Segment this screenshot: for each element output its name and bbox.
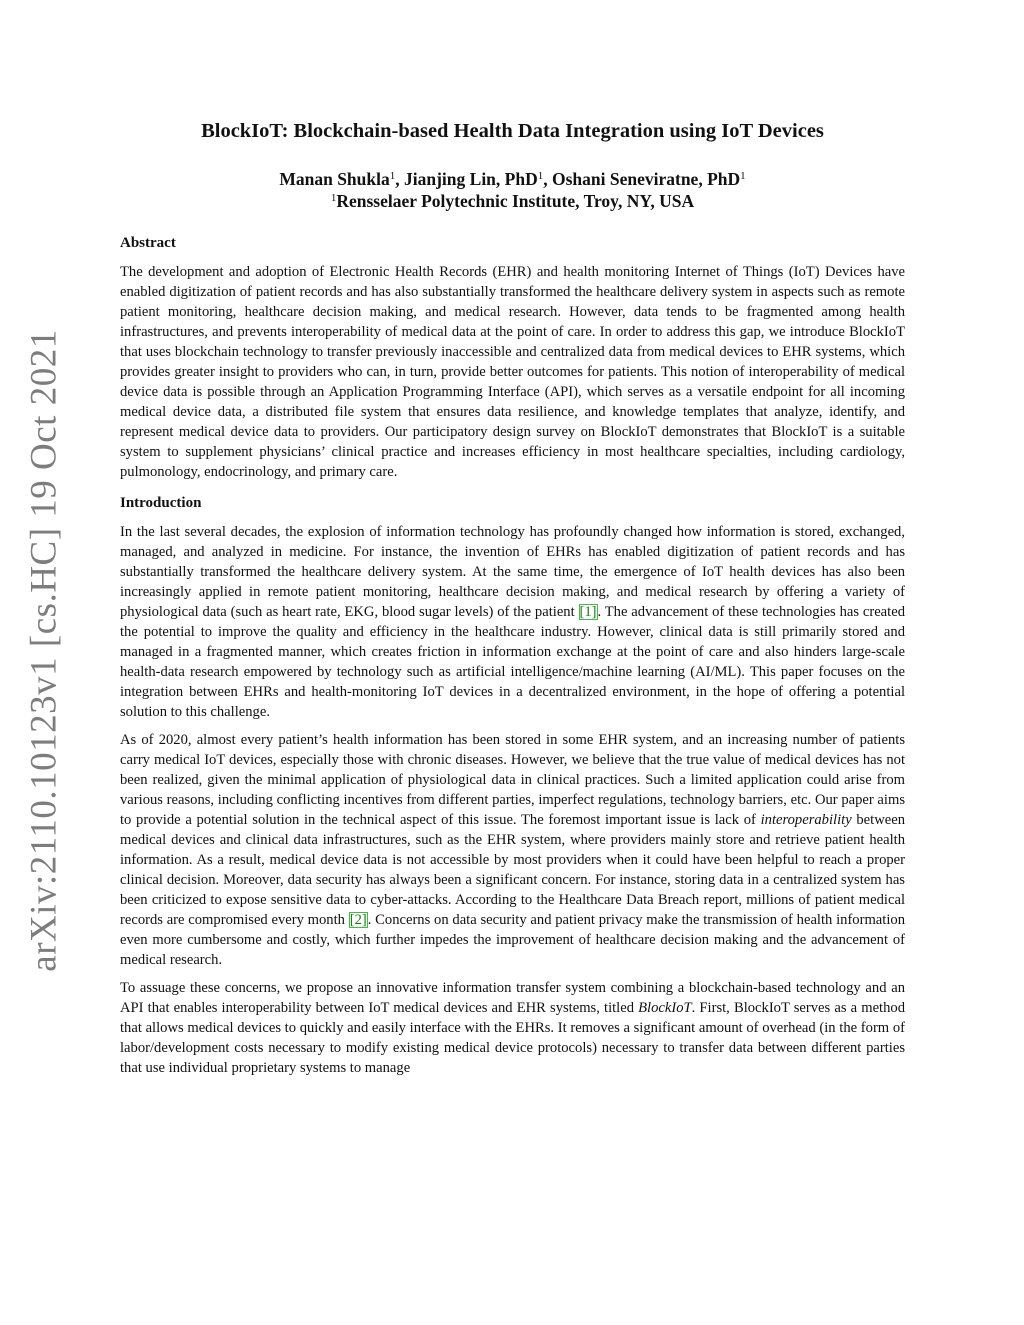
affiliation-superscript: 1 (740, 170, 746, 182)
paragraph-text: . The advancement of these technologies has created the potential to improve the quality and efficiency in the healthcare industry. However, clinical data is still primarily stored and managed in a fragmented manner, which creates friction in information exchange at the point of care and also hinders large-scale health-data research empowered by technology such as artificial intelligence/machine learning (AI/ML). This paper focuses on the integration between EHRs and health-monitoring IoT devices in a decentralized environment, in the hope of offering a potential solution to this challenge. (120, 604, 905, 720)
author-name: Oshani Seneviratne, PhD (551, 169, 741, 189)
paragraph-text: . First, BlockIoT serves as a method that allows medical devices to quickly and easily interface with the EHRs. It removes a significant amount of overhead (in the form of labor/development costs necessary to modify existing medical device protocols) necessary to transfer data between different parties that use individual proprietary systems to manage (120, 1000, 906, 1076)
abstract-paragraph: The development and adoption of Electronic Health Records (EHR) and health monitoring Internet of Things (IoT) Devices have enabled digitization of patient records and has also substantially transformed the healthcare delivery system in aspects such as remote patient monitoring, healthcare decision making, and medical research. However, data tends to be fragmented among health infrastructures, and prevents interoperability of medical data at the point of care. In order to address this gap, we introduce BlockIoT that uses blockchain technology to transfer previously inaccessible and centralized data from medical devices to EHR systems, which provides greater insight to providers who can, in turn, provide better outcomes for patients. This notion of interoperability of medical device data is possible through an Application Programming Interface (API), which serves as a versatile endpoint for all incoming medical device data, a distributed file system that ensures data resilience, and knowledge templates that analyze, identify, and represent medical device data to providers. Our participatory design survey on BlockIoT demonstrates that BlockIoT is a suitable system to supplement physicians’ clinical practice and increases efficiency in most healthcare specialties, including cardiology, pulmonology, endocrinology, and primary care. (120, 264, 905, 480)
abstract-heading: Abstract (120, 235, 176, 251)
affiliation-line (120, 190, 905, 212)
paragraph-text: To assuage these concerns, we propose an innovative information transfer system combining a blockchain-based technology and an API that enables interoperability between IoT medical devices and EHR systems, titled (120, 980, 905, 1016)
arxiv-identifier-text: arXiv:2110.10123v1 [cs.HC] 19 Oct 2021 (23, 328, 65, 972)
emphasized-term: BlockIoT (638, 1000, 692, 1016)
affiliation-name: Rensselaer Polytechnic Institute, Troy, NY, USA (336, 191, 695, 211)
affiliation-superscript: 1 (330, 192, 337, 204)
intro-paragraph-2 (120, 730, 905, 970)
paper-title: BlockIoT: Blockchain-based Health Data Integration using IoT Devices (201, 120, 824, 142)
citation-link-2[interactable]: [2] (349, 912, 367, 928)
paragraph-text: . Concerns on data security and patient privacy make the transmission of health information even more cumbersome and costly, which further impedes the improvement of healthcare decision making and the advancement of medical research. (120, 912, 905, 968)
intro-paragraph-3 (120, 978, 905, 1078)
author-block (120, 168, 905, 212)
citation-link-1[interactable]: [1] (579, 604, 597, 620)
introduction-heading: Introduction (120, 495, 202, 511)
emphasized-term: interoperability (760, 812, 852, 828)
affiliation-superscript: 1 (389, 170, 396, 182)
paragraph-text: In the last several decades, the explosion of information technology has profoundly changed how information is stored, exchanged, managed, and analyzed in medicine. For instance, the invention of EHRs has enabled digitization of patient records and has substantially transformed the healthcare delivery system. At the same time, the emergence of IoT health devices has also been increasingly applied in remote patient monitoring, healthcare decision making, and medical research by offering a variety of physiological data (such as heart rate, EKG, blood sugar levels) of the patient (120, 524, 905, 620)
author-name: Manan Shukla (279, 169, 390, 189)
paragraph-text: between medical devices and clinical data infrastructures, such as the EHR system, where providers mainly store and retrieve patient health information. As a result, medical device data is not accessible by most providers when it could have been helpful to reach a proper clinical decision. Moreover, data security has always been a significant concern. For instance, storing data in a centralized system has been criticized to expose sensitive data to cyber-attacks. According to the Healthcare Data Breach report, millions of patient medical records are compromised every month (120, 812, 905, 928)
arxiv-identifier-stamp (22, 328, 66, 972)
paper-page (120, 118, 905, 1078)
paragraph-text: As of 2020, almost every patient’s health information has been stored in some EHR system, and an increasing number of patients carry medical IoT devices, especially those with chronic diseases. However, we believe that the true value of medical devices has not been realized, given the minimal application of physiological data in clinical practices. Such a limited application could arise from various reasons, including conflicting incentives from different parties, imperfect regulations, technology barriers, etc. Our paper aims to provide a potential solution in the technical aspect of this issue. The foremost important issue is lack of (120, 732, 905, 828)
intro-paragraph-1 (120, 522, 905, 722)
affiliation-superscript: 1 (537, 170, 544, 182)
author-name: Jianjing Lin, PhD (404, 169, 538, 189)
author-line: Manan Shukla$^1$, Jianjing Lin, PhD$^1$, Oshani Seneviratne, PhD$^1$ (279, 169, 746, 189)
